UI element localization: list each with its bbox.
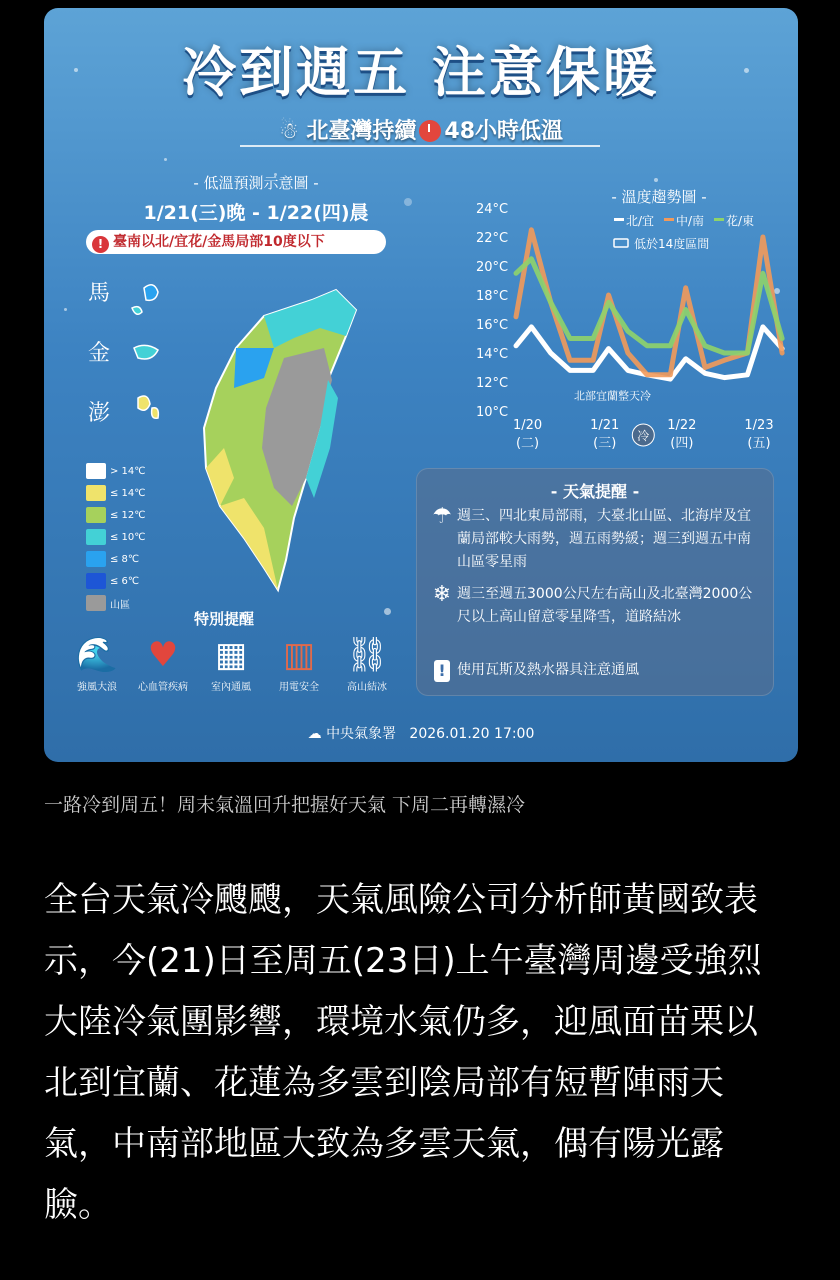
y-tick-label: 10°C (476, 405, 509, 420)
exclamation-icon: ! (427, 659, 457, 682)
y-tick-label: 14°C (476, 347, 509, 362)
island-label-penghu: 澎 (88, 401, 111, 426)
legend-band-swatch (614, 239, 628, 247)
headline-title: 冷到週五 注意保暖 (182, 41, 660, 104)
x-tick-weekday: (五) (747, 436, 771, 451)
snowman-icon: ☃ (278, 119, 299, 144)
agency-name: 中央氣象署 (326, 726, 397, 742)
chart-title: - 溫度趨勢圖 - (611, 188, 707, 207)
legend-item: ≤ 6℃ (86, 570, 146, 592)
subtitle-underline (240, 145, 600, 147)
x-tick-date: 1/22 (667, 418, 697, 433)
legend-swatch (614, 218, 624, 221)
chart-annotation: 北部宜蘭整天冷 (574, 389, 651, 403)
issue-datetime: 2026.01.20 17:00 (409, 726, 535, 742)
taiwan-map (124, 268, 404, 608)
wave-icon: 🌊 (75, 635, 119, 675)
source-footer (44, 723, 798, 743)
legend-swatch (664, 218, 674, 221)
map-heading: - 低溫預測示意圖 - (193, 174, 319, 192)
x-tick-date: 1/21 (590, 418, 620, 433)
legend-series-label: 北/宜 (626, 214, 655, 228)
rain-cloud-icon: ☂ (432, 504, 452, 529)
y-tick-label: 18°C (476, 289, 509, 304)
special-reminder-icons (62, 632, 422, 702)
subtitle-post: 48小時低溫 (444, 119, 564, 144)
heater-icon: ▥ (282, 635, 316, 675)
legend-series-label: 中/南 (676, 214, 705, 228)
tip-item: ☂ 週三、四北東局部雨，大臺北山區、北海岸及宜蘭局部較大雨勢，週五雨勢緩；週三到週五中南山區零星雨 (427, 505, 763, 574)
x-tick-weekday: (三) (593, 436, 617, 451)
legend-band-label: 低於14度區間 (634, 237, 710, 251)
weather-infographic[interactable] (44, 8, 798, 762)
reminder-item: ▥ 用電安全 (264, 632, 334, 693)
legend-item: ≤ 12℃ (86, 504, 146, 526)
y-tick-label: 16°C (476, 318, 509, 333)
x-tick-weekday: (二) (515, 436, 540, 451)
legend-series-label: 花/東 (726, 214, 755, 228)
y-tick-label: 20°C (476, 260, 509, 275)
y-tick-label: 12°C (476, 376, 509, 391)
tip-item: ! 使用瓦斯及熱水器具注意通風 (427, 659, 763, 682)
reminder-item: 🌊 強風大浪 (62, 632, 132, 693)
x-tick-date: 1/23 (744, 418, 774, 433)
headline-subtitle (44, 114, 798, 145)
island-label-matsu: 馬 (88, 281, 111, 306)
window-icon: ▦ (214, 635, 248, 675)
legend-item: ≤ 10℃ (86, 526, 146, 548)
tip-item: ❄ 週三至週五3000公尺左右高山及北臺灣2000公尺以上高山留意零星降雪，道路結冰 (427, 583, 763, 629)
reminder-item: ⛓ 高山結冰 (332, 632, 402, 693)
subtitle-pre: 北臺灣持續 (306, 119, 417, 144)
forecast-date-range: 1/21(三)晚 - 1/22(四)晨 (143, 202, 369, 224)
trend-chart-svg (424, 183, 794, 473)
temperature-trend-chart (424, 183, 794, 473)
island-label-kinmen: 金 (88, 341, 111, 366)
legend-item: 山區 (86, 592, 146, 614)
article-body: 全台天氣冷颼颼，天氣風險公司分析師黃國致表示，今(21)日至周五(23日)上午臺灣周邊受強烈大陸冷氣團影響，環境水氣仍多，迎風面苗栗以北到宜蘭、花蓮為多雲到陰局部有短暫陣雨天氣，中南部地區大致為多雲天氣，偶有陽光露臉。 (44, 880, 762, 1225)
y-tick-label: 22°C (476, 231, 509, 246)
weather-tips-panel (416, 468, 774, 696)
legend-item: ≤ 8℃ (86, 548, 146, 570)
special-reminder-heading: 特別提醒 (194, 610, 255, 628)
image-caption: 一路冷到周五！周末氣溫回升把握好天氣 下周二再轉濕冷 (44, 794, 526, 816)
alarm-clock-icon (419, 120, 441, 142)
reminder-item: ♥ 心血管疾病 (128, 632, 198, 693)
x-tick-date: 1/20 (512, 418, 543, 433)
heart-icon: ♥ (147, 635, 179, 675)
legend-item: ≤ 14℃ (86, 482, 146, 504)
x-tick-weekday: (四) (670, 436, 694, 451)
alert-icon: ! (92, 236, 109, 253)
reminder-item: ▦ 室內通風 (196, 632, 266, 693)
legend-item: > 14℃ (86, 460, 146, 482)
cwa-logo-icon: ☁ (307, 726, 322, 742)
snowflake-icon: ❄ (432, 582, 452, 607)
y-tick-label: 24°C (476, 202, 509, 217)
legend-swatch (714, 218, 724, 221)
ice-icon: ⛓ (345, 635, 389, 675)
low-temp-warning: ! 臺南以北/宜花/金馬局部10度以下 (86, 230, 386, 254)
weather-tips-heading: - 天氣提醒 - (550, 482, 640, 501)
temperature-legend (86, 460, 146, 614)
series-line (516, 259, 782, 353)
cold-badge-label: 冷 (637, 429, 650, 443)
